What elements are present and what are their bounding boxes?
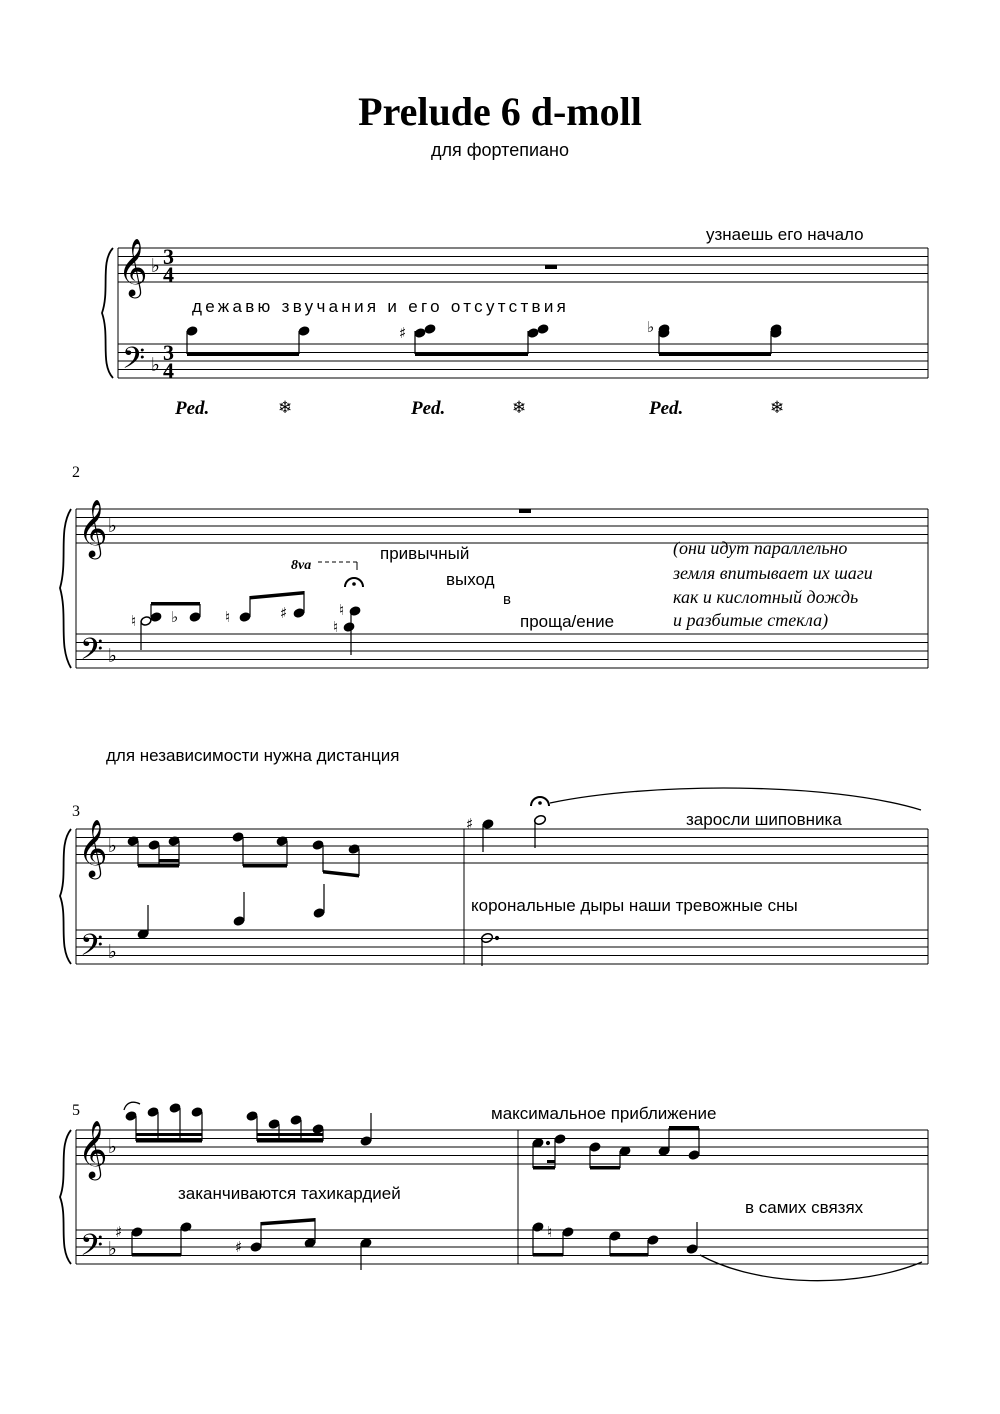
svg-text:♮: ♮: [131, 612, 137, 630]
flat-icon: ♭: [151, 354, 160, 376]
lyric-text: максимальное приближение: [491, 1104, 717, 1123]
svg-text:♭: ♭: [647, 318, 655, 336]
lyric-text: выход: [446, 570, 495, 589]
lyric-text: заканчиваются тахикардией: [178, 1184, 401, 1203]
measure-number: 5: [72, 1102, 80, 1119]
lyric-text: узнаешь его начало: [706, 225, 864, 244]
time-sig-top: 3: [163, 244, 174, 269]
slur: [124, 1102, 140, 1110]
treble-clef-icon: 𝄞: [78, 1120, 108, 1178]
time-sig-top: 3: [163, 340, 174, 365]
svg-text:♯: ♯: [399, 324, 407, 342]
svg-text:♮: ♮: [547, 1223, 553, 1241]
pedal-release-icon: ❄: [278, 398, 293, 418]
bass-clef-icon: 𝄢: [80, 633, 104, 674]
bass-clef-icon: 𝄢: [122, 342, 146, 383]
pedal-marking: Ped.: [649, 398, 684, 419]
svg-text:♮: ♮: [339, 601, 345, 619]
svg-text:♯: ♯: [235, 1238, 243, 1256]
flat-icon: ♭: [151, 255, 160, 277]
slur: [700, 1255, 922, 1281]
whole-rest: [545, 265, 557, 269]
lyric-text: земля впитывает их шаги: [673, 563, 873, 583]
bass-clef-icon: 𝄢: [80, 1229, 104, 1270]
treble-clef-icon: 𝄞: [78, 819, 108, 877]
treble-clef-icon: 𝄞: [78, 499, 108, 557]
lyric-text: привычный: [380, 544, 470, 563]
pedal-release-icon: ❄: [770, 398, 785, 418]
svg-text:♯: ♯: [466, 815, 474, 833]
measure-number: 3: [72, 803, 80, 820]
svg-text:♯: ♯: [280, 604, 288, 622]
svg-text:♮: ♮: [333, 618, 339, 636]
svg-text:♯: ♯: [115, 1223, 123, 1241]
flat-icon: ♭: [108, 645, 117, 667]
lyric-text: проща/ение: [520, 612, 615, 631]
lyric-text: (они идут параллельно: [673, 538, 848, 558]
score-title: Prelude 6 d-moll: [358, 89, 642, 134]
note-head: [298, 326, 310, 337]
note-head: [186, 326, 198, 337]
measure-number: 2: [72, 464, 80, 481]
lyric-text: в самих связях: [745, 1198, 864, 1217]
flat-icon: ♭: [108, 1136, 117, 1158]
beam: [187, 352, 299, 356]
flat-icon: ♭: [108, 515, 117, 537]
lyric-text: заросли шиповника: [686, 810, 842, 829]
lyric-text: дежавю звучания и его отсутствия: [192, 297, 570, 316]
lyric-text: для независимости нужна дистанция: [106, 746, 400, 765]
time-sig-bottom: 4: [163, 262, 174, 287]
flat-icon: ♭: [108, 941, 117, 963]
svg-text:♮: ♮: [225, 608, 231, 626]
slur: [550, 788, 921, 810]
svg-text:♭: ♭: [171, 608, 179, 626]
pedal-marking: Ped.: [411, 398, 446, 419]
lyric-text: как и кислотный дождь: [673, 587, 859, 607]
lyric-text: в: [503, 591, 511, 608]
flat-icon: ♭: [108, 1238, 117, 1260]
bass-clef-icon: 𝄢: [80, 929, 104, 970]
time-sig-bottom: 4: [163, 358, 174, 383]
treble-clef-icon: 𝄞: [118, 238, 148, 296]
score-subtitle: для фортепиано: [430, 140, 569, 160]
lyric-text: и разбитые стекла): [673, 610, 829, 630]
pedal-release-icon: ❄: [512, 398, 527, 418]
lyric-text: корональные дыры наши тревожные сны: [471, 896, 798, 915]
pedal-marking: Ped.: [175, 398, 210, 419]
flat-icon: ♭: [108, 835, 117, 857]
ottava-marking: 8va: [291, 558, 312, 573]
whole-rest: [519, 509, 531, 513]
